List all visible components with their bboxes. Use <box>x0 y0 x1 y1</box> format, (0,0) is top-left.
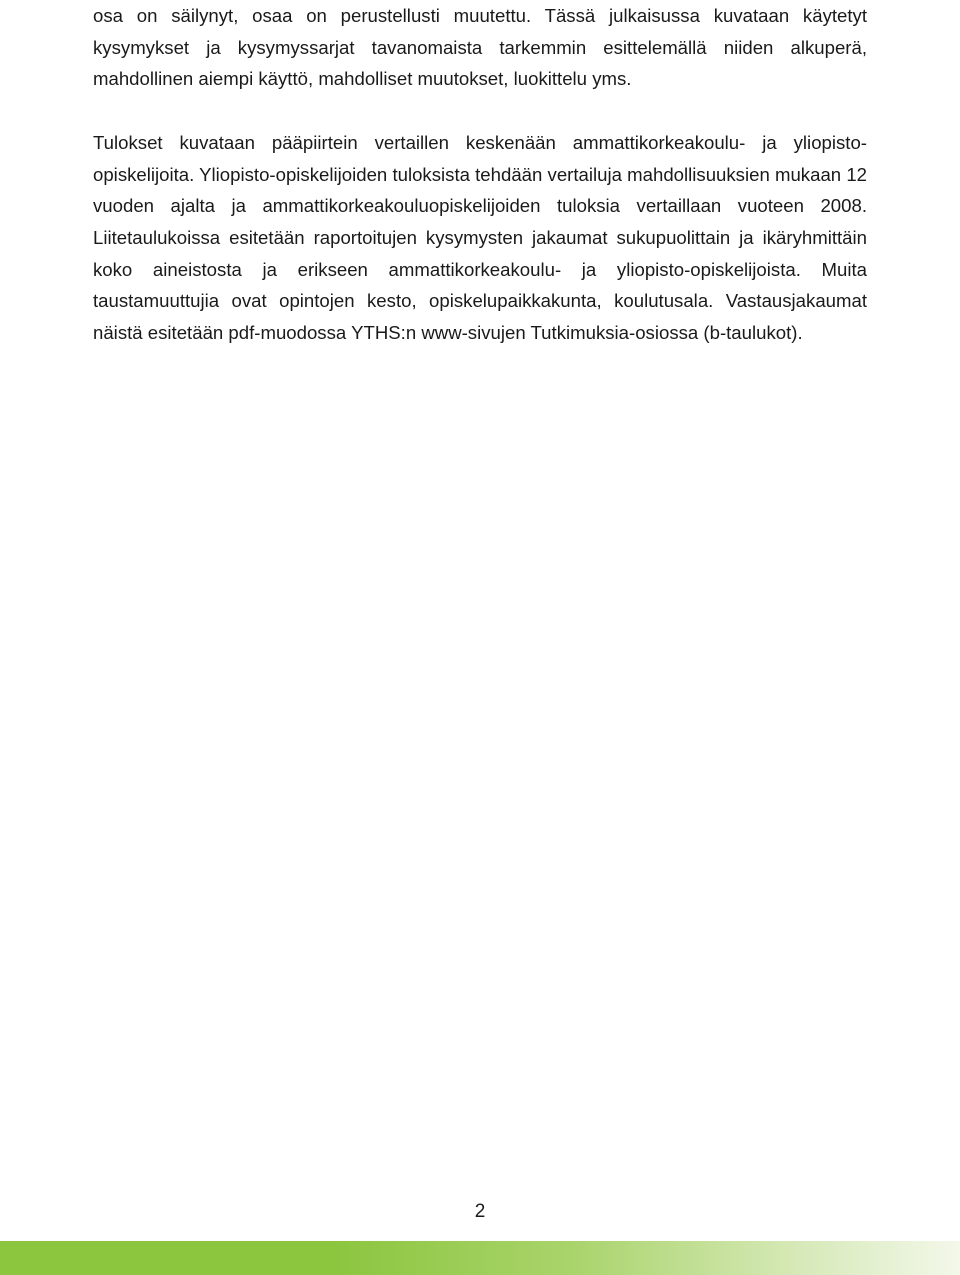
footer-green-bar <box>0 1241 960 1275</box>
paragraph-results: Tulokset kuvataan pääpiirtein vertaillen keskenään ammattikorkeakoulu- ja yliopisto-opiskelijoita. Yliopisto-opiskelijoiden tuloksista tehdään vertailuja mahdollisuuksien mukaan 12 vuoden ajalta ja ammattikorkeakouluopiskelijoiden tuloksia vertaillaan vuoteen 2008. Liitetaulukoissa esitetään raportoitujen kysymysten jakaumat sukupuolittain ja ikäryhmittäin koko aineistosta ja erikseen ammattikorkeakoulu- ja yliopisto-opiskelijoista. Muita taustamuuttujia ovat opintojen kesto, opiskelupaikkakunta, koulutusala. Vastausjakaumat näistä esitetään pdf-muodossa YTHS:n www-sivujen Tutkimuksia-osiossa (b-taulukot). <box>93 131 867 344</box>
document-body <box>93 0 867 349</box>
paragraph-intro: osa on säilynyt, osaa on perustellusti muutettu. Tässä julkaisussa kuvataan käytetyt kysymykset ja kysymyssarjat tavanomaista tarkemmin esittelemällä niiden alkuperä, mahdollinen aiempi käyttö, mahdolliset muutokset, luokittelu yms. <box>93 5 867 90</box>
page-number: 2 <box>474 1201 486 1222</box>
